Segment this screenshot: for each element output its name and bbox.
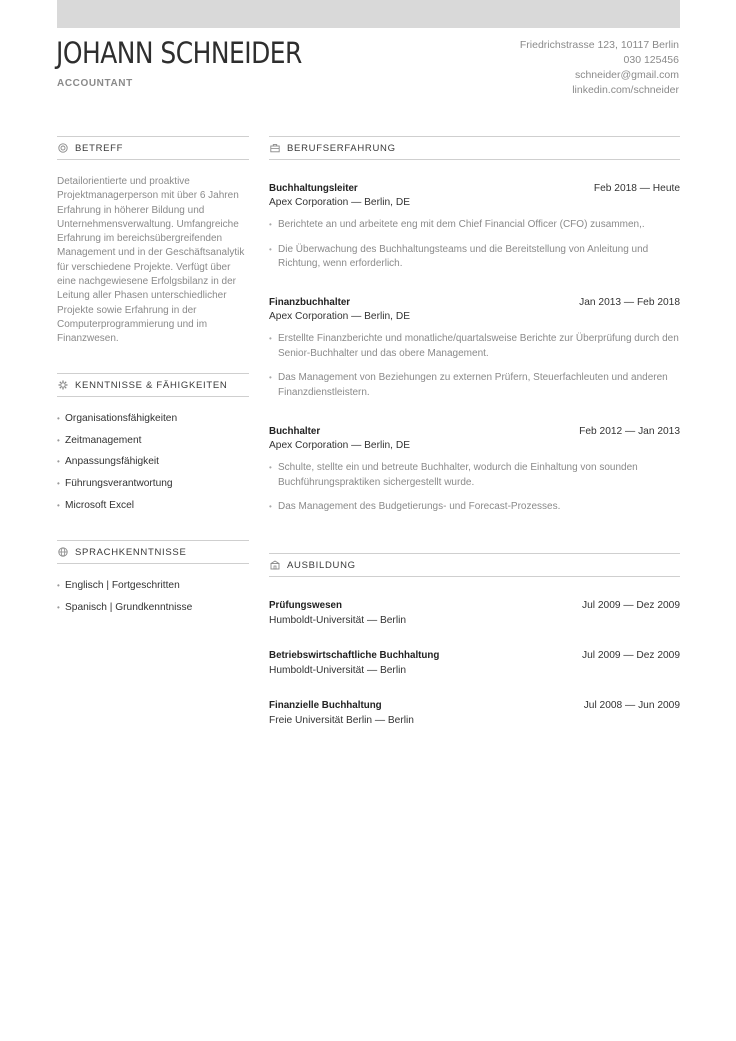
email-link[interactable]: schneider@gmail.com — [574, 69, 679, 81]
address: Friedrichstrasse 123, 10117 Berlin — [519, 39, 679, 51]
list-item: • Spanisch | Grundkenntnisse — [57, 601, 193, 613]
company: Apex Corporation — Berlin, DE — [269, 197, 410, 208]
phone: 030 125456 — [623, 54, 679, 66]
position-title: Buchhaltungsleiter — [269, 183, 358, 194]
company: Apex Corporation — Berlin, DE — [269, 311, 410, 322]
position-title: Buchhalter — [269, 426, 321, 437]
list-item: • Das Management des Budgetierungs- und Forecast-Prozesses. — [269, 501, 561, 513]
section-title: KENNTNISSE & FÄHIGKEITEN — [75, 379, 228, 391]
section-title: BERUFSERFAHRUNG — [287, 142, 396, 154]
header-bar — [57, 0, 680, 28]
degree-title: Finanzielle Buchhaltung — [269, 700, 382, 711]
list-item: • Erstellte Finanzberichte und monatliche/quartalsweise Berichte zur Überprüfung durch den Senior-Buchhalter und das obere Management. — [269, 333, 679, 359]
linkedin-link[interactable]: linkedin.com/schneider — [572, 84, 679, 96]
date-range: Feb 2018 — Heute — [593, 183, 680, 194]
experience-entry — [269, 426, 680, 525]
gear-icon — [57, 379, 69, 391]
list-item: • Schulte, stellte ein und betreute Buchhalter, wodurch die Einhaltung von sounden Buchführungspraktiken sichergestellt wurde. — [269, 462, 638, 488]
briefcase-icon — [269, 142, 281, 154]
date-range: Jul 2009 — Dez 2009 — [582, 650, 680, 661]
list-item: • Anpassungsfähigkeit — [57, 456, 160, 468]
section-berufserfahrung — [269, 136, 680, 160]
contact-info — [520, 38, 679, 98]
list-item: • Zeitmanagement — [57, 434, 142, 446]
section-kenntnisse — [57, 373, 249, 397]
date-range: Jul 2009 — Dez 2009 — [582, 600, 680, 611]
section-title: SPRACHKENNTNISSE — [75, 546, 187, 558]
school: Humboldt-Universität — Berlin — [269, 615, 407, 626]
list-item: • Berichtete an und arbeitete eng mit dem Chief Financial Officer (CFO) zusammen,. — [269, 219, 645, 230]
job-title: ACCOUNTANT — [57, 78, 133, 89]
section-sprachen — [57, 540, 249, 564]
skills-list — [57, 408, 177, 516]
list-item: • Das Management von Beziehungen zu externen Prüfern, Steuerfachleuten und anderen Finanzdienstleistern. — [269, 372, 668, 398]
education-entry — [269, 600, 680, 626]
degree-title: Betriebswirtschaftliche Buchhaltung — [269, 650, 440, 661]
list-item: • Führungsverantwortung — [57, 478, 173, 490]
experience-entry — [269, 297, 680, 410]
school: Humboldt-Universität — Berlin — [269, 665, 407, 676]
list-item: • Die Überwachung des Buchhaltungsteams und die Bereitstellung von Anleitung und Richtung, wenn erforderlich. — [269, 243, 649, 270]
languages-list — [57, 575, 192, 618]
education-entry — [269, 650, 680, 676]
summary-text: Detailorientierte und proaktive Projektmanagerperson mit über 6 Jahren Erfahrung in höherer Bildung und Unternehmensverwaltung. Umfangreiche Erfahrung im bereichsübergreifenden Management und in der Geschäftsanalytik für verschiedene Projekte. Verfügt über eine nachgewiesene Erfolgsbilanz in der Leitung aller Phasen unterschiedlicher Projekte sowie Erfahrung in der Computerprogrammierung und im Finanzwesen. — [57, 176, 245, 345]
degree-title: Prüfungswesen — [269, 600, 342, 611]
section-title: AUSBILDUNG — [287, 559, 356, 571]
experience-entry — [269, 183, 680, 282]
person-name: JOHANN SCHNEIDER — [56, 36, 302, 70]
date-range: Jul 2008 — Jun 2009 — [583, 700, 680, 711]
list-item: • Microsoft Excel — [57, 499, 135, 511]
date-range: Feb 2012 — Jan 2013 — [579, 426, 680, 437]
section-ausbildung — [269, 553, 680, 577]
list-item: • Organisationsfähigkeiten — [57, 413, 178, 425]
target-icon — [57, 142, 69, 154]
company: Apex Corporation — Berlin, DE — [269, 440, 410, 451]
list-item: • Englisch | Fortgeschritten — [57, 580, 180, 592]
section-title: BETREFF — [75, 142, 124, 154]
school: Freie Universität Berlin — Berlin — [269, 715, 414, 726]
globe-icon — [57, 546, 69, 558]
education-entry — [269, 700, 680, 726]
date-range: Jan 2013 — Feb 2018 — [579, 297, 680, 308]
section-betreff — [57, 136, 249, 160]
position-title: Finanzbuchhalter — [269, 297, 351, 308]
school-icon — [269, 559, 281, 571]
